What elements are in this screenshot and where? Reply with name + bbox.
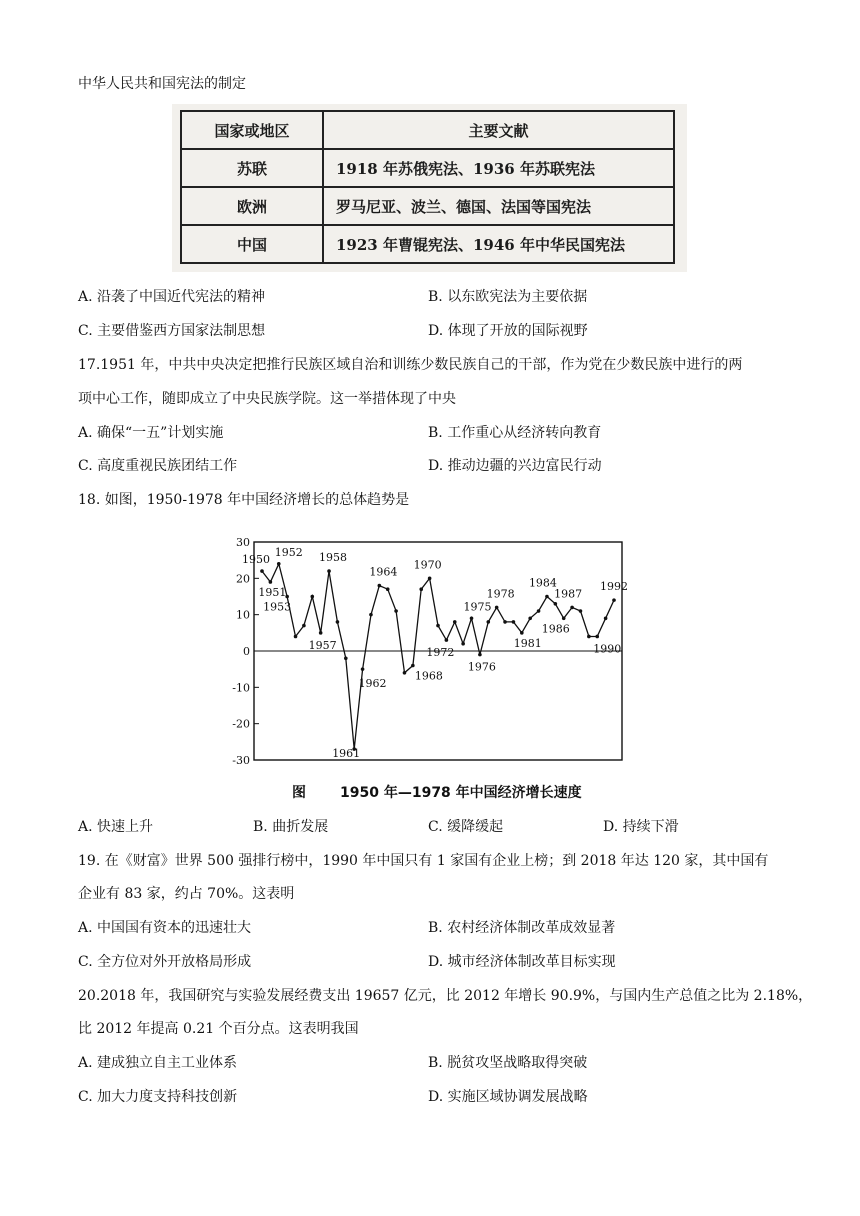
table-row xyxy=(181,225,674,263)
data-point xyxy=(260,569,264,573)
data-point xyxy=(512,620,516,624)
point-year-label: 1978 xyxy=(486,587,515,601)
data-point xyxy=(528,617,532,621)
q19-stem-line1: 19. 在《财富》世界 500 强排行榜中，1990 年中国只有 1 家国有企业上榜；到 2018 年达 120 家，其中国有 xyxy=(78,853,769,869)
q20-option-a[interactable]: A. 建成独立自主工业体系 xyxy=(78,1055,238,1071)
q20-option-c[interactable]: C. 加大力度支持科技创新 xyxy=(78,1089,238,1105)
chart-caption xyxy=(292,782,582,802)
data-point xyxy=(336,620,340,624)
growth-chart-svg xyxy=(210,534,630,774)
q19-stem-line2: 企业有 83 家，约占 70%。这表明 xyxy=(78,886,295,902)
y-tick-label: -10 xyxy=(232,681,250,695)
data-point xyxy=(486,620,490,624)
q18-option-c[interactable]: C. 缓降缓起 xyxy=(428,819,504,835)
q19-option-d[interactable]: D. 城市经济体制改革目标实现 xyxy=(428,954,616,970)
point-year-label: 1987 xyxy=(554,587,583,601)
q20-stem-line1: 20.2018 年，我国研究与实验发展经费支出 19657 亿元，比 2012 年增长 90.9%，与国内生产总值之比为 2.18%， xyxy=(78,988,813,1004)
data-point xyxy=(554,602,558,606)
data-point xyxy=(277,562,281,566)
q17-option-c[interactable]: C. 高度重视民族团结工作 xyxy=(78,458,238,474)
data-point xyxy=(495,606,499,610)
table-cell: 罗马尼亚、波兰、德国、法国等国宪法 xyxy=(323,187,674,225)
data-point xyxy=(269,580,273,584)
table-cell: 1923 年曹锟宪法、1946 年中华民国宪法 xyxy=(323,225,674,263)
q17-option-d[interactable]: D. 推动边疆的兴边富民行动 xyxy=(428,458,602,474)
point-year-label: 1976 xyxy=(467,660,496,674)
q20-option-b[interactable]: B. 脱贫攻坚战略取得突破 xyxy=(428,1055,588,1071)
data-point xyxy=(537,609,541,613)
point-year-label: 1957 xyxy=(308,638,337,652)
data-point xyxy=(310,595,314,599)
point-year-label: 1950 xyxy=(242,553,270,567)
data-point xyxy=(570,606,574,610)
point-year-label: 1961 xyxy=(332,747,361,761)
q16-option-d[interactable]: D. 体现了开放的国际视野 xyxy=(428,323,588,339)
point-year-label: 1951 xyxy=(258,585,287,599)
q18-option-d[interactable]: D. 持续下滑 xyxy=(603,819,679,835)
table-row xyxy=(181,149,674,187)
q18-option-a[interactable]: A. 快速上升 xyxy=(78,819,154,835)
q16-option-b[interactable]: B. 以东欧宪法为主要依据 xyxy=(428,289,588,305)
data-point xyxy=(394,609,398,613)
data-point xyxy=(436,624,440,628)
data-point xyxy=(604,617,608,621)
data-point xyxy=(344,656,348,660)
y-tick-label: 30 xyxy=(236,536,250,549)
constitution-table xyxy=(180,110,675,264)
q16-option-a[interactable]: A. 沿袭了中国近代宪法的精神 xyxy=(78,289,266,305)
y-tick-label: 20 xyxy=(236,572,250,586)
q19-option-b[interactable]: B. 农村经济体制改革成效显著 xyxy=(428,920,616,936)
data-point xyxy=(411,664,415,668)
data-point xyxy=(445,638,449,642)
point-year-label: 1984 xyxy=(528,576,557,590)
table-cell: 1918 年苏俄宪法、1936 年苏联宪法 xyxy=(323,149,674,187)
data-point xyxy=(302,624,306,628)
q19-option-c[interactable]: C. 全方位对外开放格局形成 xyxy=(78,954,252,970)
point-year-label: 1981 xyxy=(513,636,542,650)
data-point xyxy=(327,569,331,573)
y-tick-label: 0 xyxy=(243,645,250,658)
point-year-label: 1952 xyxy=(274,545,303,559)
point-year-label: 1990 xyxy=(593,642,622,656)
data-point xyxy=(378,584,382,588)
data-point xyxy=(428,577,432,581)
point-year-label: 1953 xyxy=(263,600,292,614)
data-point xyxy=(461,642,465,646)
y-tick-label: -20 xyxy=(232,717,250,731)
data-point xyxy=(478,653,482,657)
data-point xyxy=(587,635,591,639)
data-point xyxy=(579,609,583,613)
q17-option-a[interactable]: A. 确保“一五”计划实施 xyxy=(78,425,224,441)
point-year-label: 1992 xyxy=(600,580,628,594)
q18-stem: 18. 如图，1950-1978 年中国经济增长的总体趋势是 xyxy=(78,492,410,508)
data-point xyxy=(595,635,599,639)
table-cell: 欧洲 xyxy=(181,187,323,225)
q17-stem-line2: 项中心工作，随即成立了中央民族学院。这一举措体现了中央 xyxy=(78,391,456,407)
y-tick-label: 10 xyxy=(236,608,250,622)
q19-option-a[interactable]: A. 中国国有资本的迅速壮大 xyxy=(78,920,252,936)
data-point xyxy=(545,595,549,599)
data-point xyxy=(562,617,566,621)
table-cell: 中国 xyxy=(181,225,323,263)
point-year-label: 1958 xyxy=(319,551,348,565)
data-point xyxy=(453,620,457,624)
q18-option-b[interactable]: B. 曲折发展 xyxy=(253,819,329,835)
data-point xyxy=(419,587,423,591)
point-year-label: 1962 xyxy=(358,677,387,691)
point-year-label: 1964 xyxy=(369,565,398,579)
q17-stem-line1: 17.1951 年，中共中央决定把推行民族区域自治和训练少数民族自己的干部，作为党在少数民族中进行的两 xyxy=(78,357,743,373)
data-point xyxy=(403,671,407,675)
point-year-label: 1970 xyxy=(413,558,442,572)
growth-chart xyxy=(210,534,630,804)
table-cell: 苏联 xyxy=(181,149,323,187)
point-year-label: 1968 xyxy=(414,669,443,683)
data-point xyxy=(369,613,373,617)
table-row xyxy=(181,187,674,225)
y-tick-label: -30 xyxy=(232,754,250,767)
chart-caption-fig: 图 xyxy=(292,785,306,801)
q16-option-c[interactable]: C. 主要借鉴西方国家法制思想 xyxy=(78,323,266,339)
constitution-table-image xyxy=(172,104,687,272)
data-point xyxy=(361,667,365,671)
q20-stem-line2: 比 2012 年提高 0.21 个百分点。这表明我国 xyxy=(78,1021,359,1037)
table-header-cell: 国家或地区 xyxy=(181,111,323,149)
q17-option-b[interactable]: B. 工作重心从经济转向教育 xyxy=(428,425,602,441)
table-header-cell: 主要文献 xyxy=(323,111,674,149)
data-point xyxy=(520,631,524,635)
data-point xyxy=(470,617,474,621)
point-year-label: 1986 xyxy=(541,622,570,636)
data-point xyxy=(386,587,390,591)
data-point xyxy=(612,598,616,602)
chart-caption-title: 1950 年—1978 年中国经济增长速度 xyxy=(340,785,582,801)
data-point xyxy=(319,631,323,635)
data-point xyxy=(503,620,507,624)
q16-intro: 中华人民共和国宪法的制定 xyxy=(78,76,246,92)
point-year-label: 1975 xyxy=(463,600,492,614)
data-point xyxy=(294,635,298,639)
q20-option-d[interactable]: D. 实施区域协调发展战略 xyxy=(428,1089,588,1105)
table-header-row xyxy=(181,111,674,149)
point-year-label: 1972 xyxy=(426,646,455,660)
